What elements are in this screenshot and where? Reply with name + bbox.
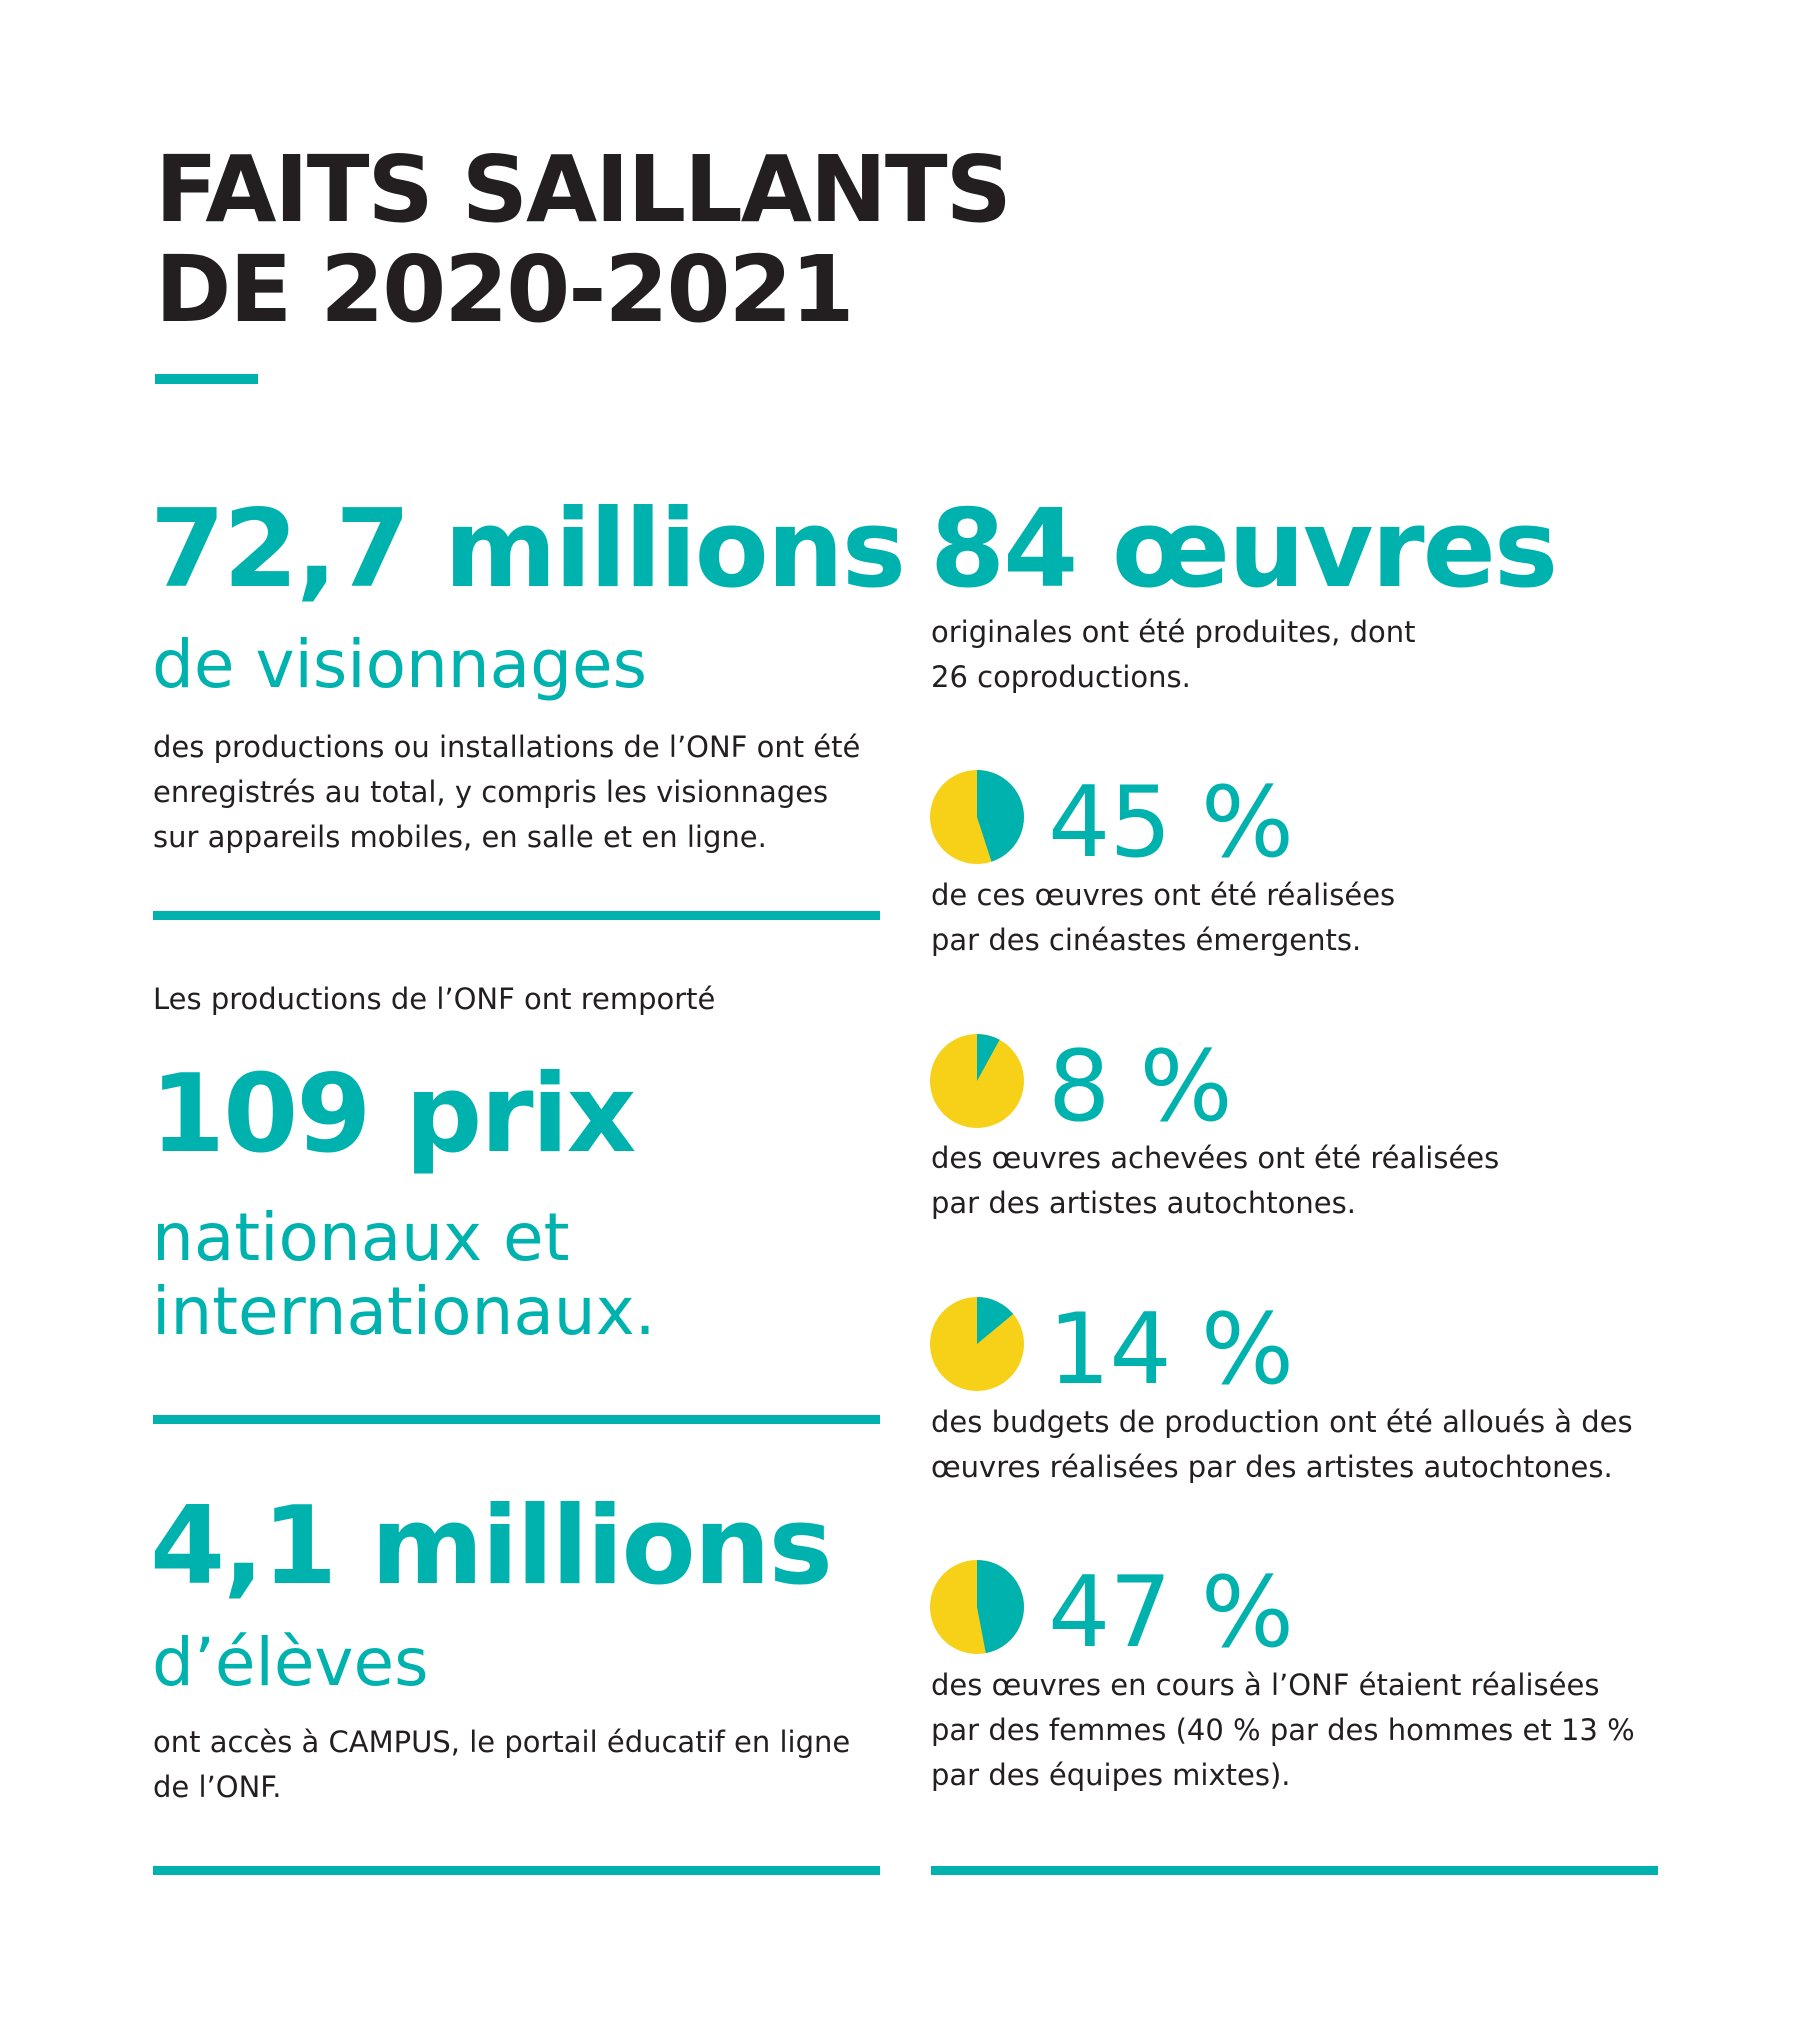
awards-intro-text: Les productions de l’ONF ont remporté <box>153 982 716 1016</box>
views-subtitle: de visionnages <box>152 626 647 703</box>
works-figure: 84 œuvres <box>930 487 1557 612</box>
students-figure: 4,1 millions <box>150 1484 831 1609</box>
stat-description-line: par des artistes autochtones. <box>931 1186 1356 1220</box>
students-description <box>153 1720 850 1810</box>
stat-description-line: des œuvres en cours à l’ONF étaient réalisées <box>931 1668 1600 1702</box>
stat-percentage: 8 % <box>1048 1030 1232 1144</box>
pie-chart-icon <box>930 1560 1024 1654</box>
pie-chart-icon <box>930 1034 1024 1128</box>
views-description-line: enregistrés au total, y compris les visionnages <box>153 775 829 809</box>
pie-chart-icon <box>930 1297 1024 1391</box>
students-description-line: ont accès à CAMPUS, le portail éducatif en ligne <box>153 1725 851 1759</box>
section-divider <box>931 1866 1658 1875</box>
awards-subtitle <box>152 1201 656 1349</box>
awards-figure: 109 prix <box>150 1052 635 1177</box>
stat-description-line: par des cinéastes émergents. <box>931 923 1362 957</box>
section-divider <box>153 911 880 920</box>
page-title-line-1: FAITS SAILLANTS <box>155 136 1010 243</box>
views-figure: 72,7 millions <box>150 487 905 612</box>
page-title-line-2: DE 2020-2021 <box>155 236 853 343</box>
stat-description <box>931 873 1395 963</box>
stat-description <box>931 1663 1635 1798</box>
views-description-line: sur appareils mobiles, en salle et en ligne. <box>153 820 767 854</box>
students-subtitle: d’élèves <box>152 1624 429 1701</box>
stat-description-line: œuvres réalisées par des artistes autochtones. <box>931 1450 1613 1484</box>
stat-description-line: par des équipes mixtes). <box>931 1758 1291 1792</box>
works-description-line: 26 coproductions. <box>931 660 1191 694</box>
title-divider <box>155 374 258 384</box>
views-description <box>153 725 860 860</box>
page-title <box>155 136 1155 343</box>
stat-description-line: de ces œuvres ont été réalisées <box>931 878 1396 912</box>
section-divider <box>153 1415 880 1424</box>
pie-slice <box>977 1560 1024 1653</box>
stat-description-line: des budgets de production ont été alloués à des <box>931 1405 1633 1439</box>
works-description <box>931 610 1416 700</box>
stat-description-line: par des femmes (40 % par des hommes et 13 % <box>931 1713 1635 1747</box>
section-divider <box>153 1866 880 1875</box>
students-description-line: de l’ONF. <box>153 1770 282 1804</box>
awards-subtitle-line: internationaux. <box>152 1273 656 1350</box>
awards-subtitle-line: nationaux et <box>152 1199 570 1276</box>
stat-description <box>931 1400 1633 1490</box>
works-description-line: originales ont été produites, dont <box>931 615 1416 649</box>
pie-chart-icon <box>930 770 1024 864</box>
views-description-line: des productions ou installations de l’ONF ont été <box>153 730 861 764</box>
stat-description <box>931 1136 1499 1226</box>
stat-percentage: 45 % <box>1048 766 1293 880</box>
stat-percentage: 47 % <box>1048 1556 1293 1670</box>
stat-description-line: des œuvres achevées ont été réalisées <box>931 1141 1500 1175</box>
awards-intro <box>153 977 715 1022</box>
stat-percentage: 14 % <box>1048 1293 1293 1407</box>
